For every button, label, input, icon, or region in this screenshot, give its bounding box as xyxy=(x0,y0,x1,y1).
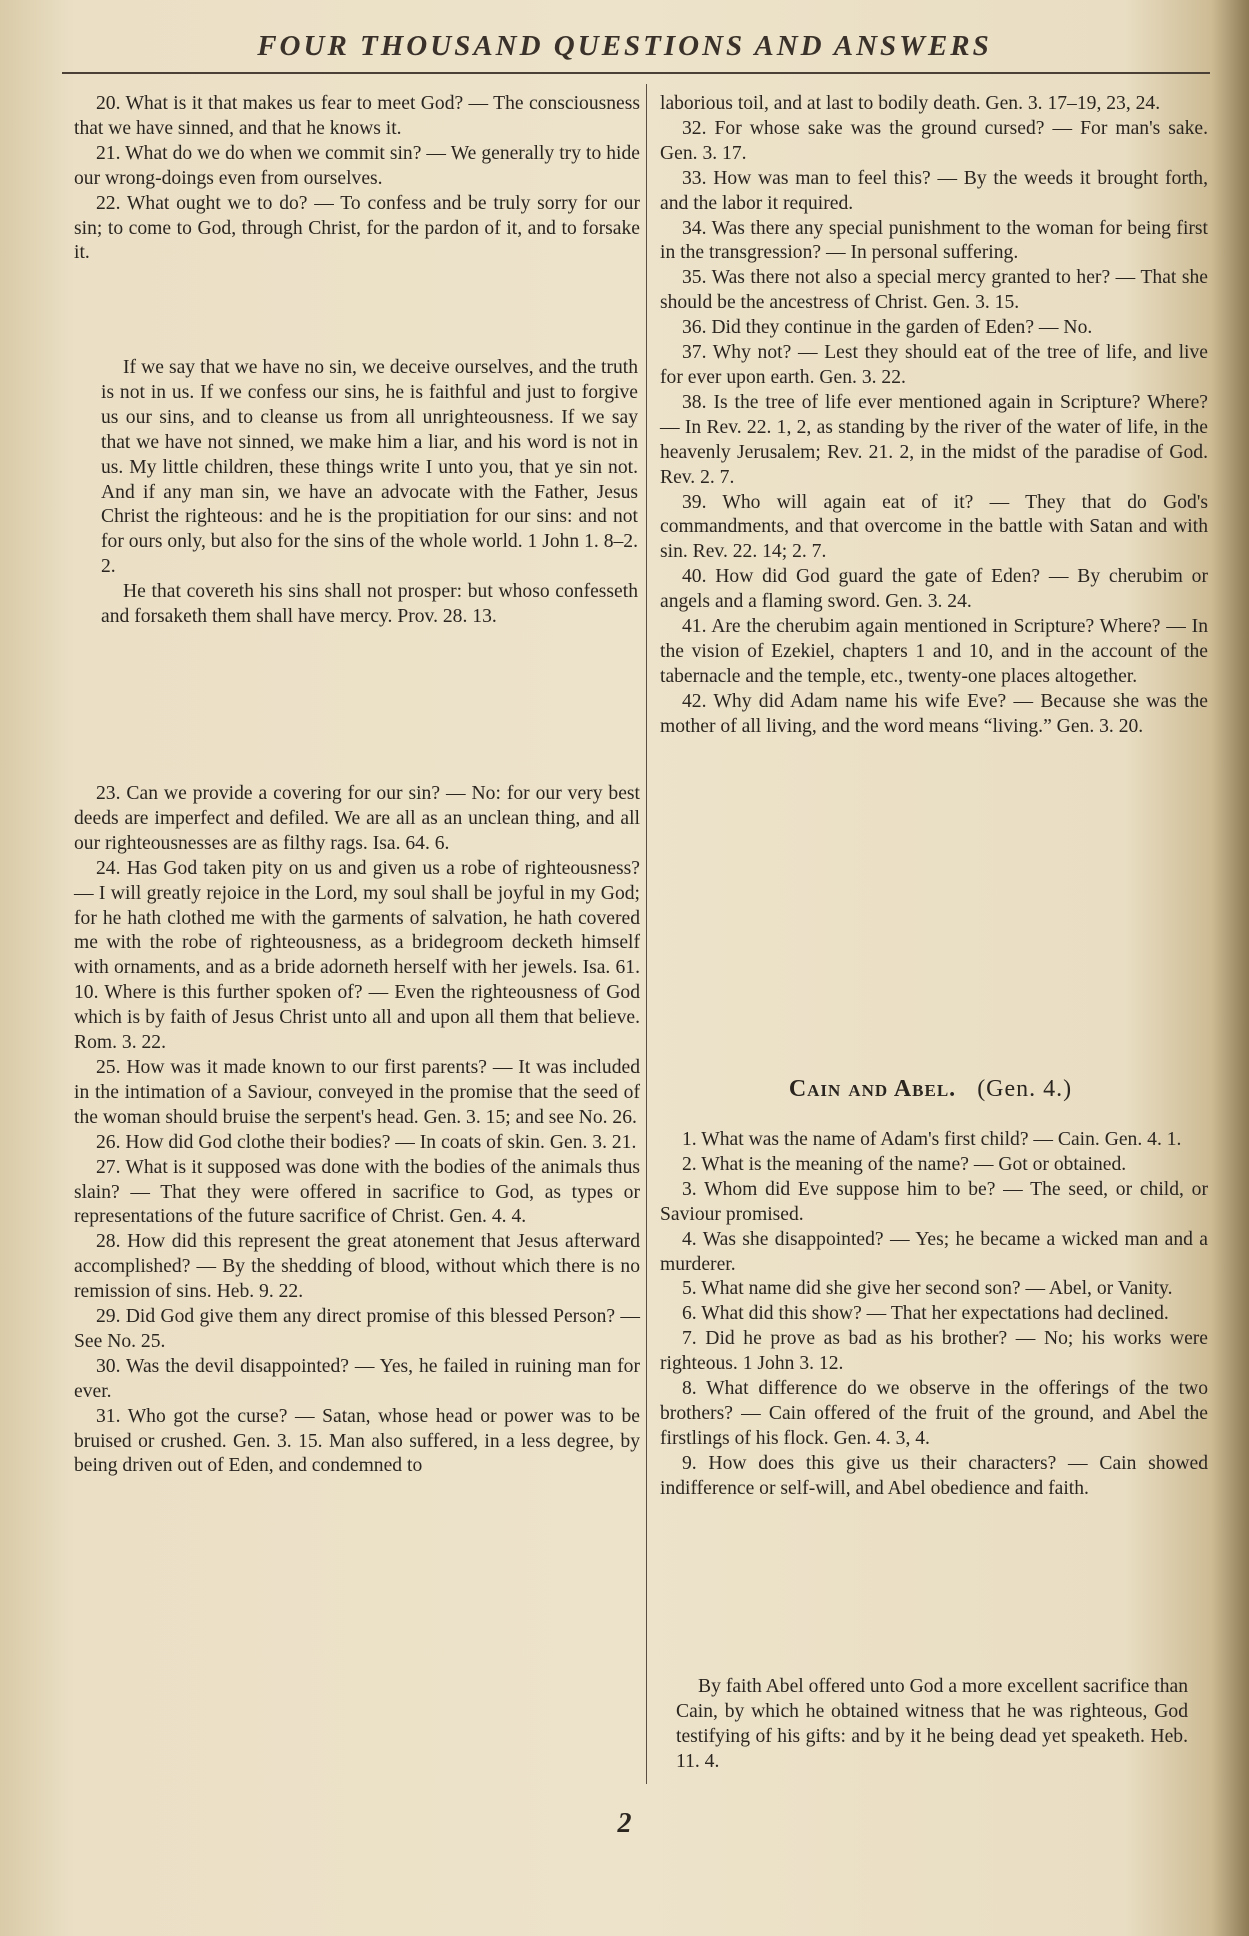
question-36: 36. Did they continue in the garden of Eden? — No. xyxy=(682,317,1093,339)
left-scripture-quote xyxy=(101,356,638,630)
cain-abel-questions xyxy=(660,1128,1208,1502)
question-41: 41. Are the cherubim again mentioned in Scripture? Where? — In the vision of Ezekiel, chapters 1 and 10, and in the account of the tabernacle and the temple, etc., twenty-one places altogether. xyxy=(660,616,1208,687)
quote-proverbs: He that covereth his sins shall not prosper: but whoso confesseth and forsaketh them shall have mercy. Prov. 28. 13. xyxy=(101,581,638,628)
question-40: 40. How did God guard the gate of Eden? — By cherubim or angels and a flaming sword. Gen. 3. 24. xyxy=(660,566,1208,613)
question-24: 24. Has God taken pity on us and given us a robe of righteousness? — I will greatly rejoice in the Lord, my soul shall be joyful in my God; for he hath clothed me with the garments of salvation, he hath covered me with the robe of righteousness, as a bridegroom decketh himself with ornaments, and as a bride adorneth herself with her jewels. Isa. 61. 10. Where is this further spoken of? — Even the righteousness of God which is by faith of Jesus Christ unto all and upon all them that believe. Rom. 3. 22. xyxy=(74,857,640,1054)
cain-question-7: 7. Did he prove as bad as his brother? — No; his works were righteous. 1 John 3. 12. xyxy=(660,1328,1208,1375)
question-23: 23. Can we provide a covering for our sin? — No: for our very best deeds are imperfect and defiled. We are all as an unclean thing, and all our righteousnesses are as filthy rags. Isa. 64. 6. xyxy=(74,783,640,854)
section-heading xyxy=(654,1076,1207,1103)
question-22: 22. What ought we to do? — To confess and be truly sorry for our sin; to come to God, through Christ, for the pardon of it, and to forsake it. xyxy=(74,192,640,264)
question-29: 29. Did God give them any direct promise of this blessed Person? — See No. 25. xyxy=(74,1306,640,1352)
question-34: 34. Was there any special punishment to the woman for being first in the transgression? — In personal suffering. xyxy=(660,217,1208,264)
question-33: 33. How was man to feel this? — By the weeds it brought forth, and the labor it required. xyxy=(660,167,1208,214)
cain-question-6: 6. What did this show? — That her expectations had declined. xyxy=(682,1303,1169,1325)
cain-question-5: 5. What name did she give her second son? — Abel, or Vanity. xyxy=(682,1278,1173,1300)
continuation-31: laborious toil, and at last to bodily death. Gen. 3. 17–19, 23, 24. xyxy=(660,93,1161,114)
section-title: Cain and Abel. xyxy=(788,1076,957,1102)
quote-hebrews: By faith Abel offered unto God a more excellent sacrifice than Cain, by which he obtained witness that he was righteous, God testifying of his gifts: and by it he being dead yet speaketh. Heb. 11. 4. xyxy=(676,1676,1188,1772)
cain-question-1: 1. What was the name of Adam's first child? — Cain. Gen. 4. 1. xyxy=(682,1129,1182,1150)
question-31: 31. Who got the curse? — Satan, whose head or power was to be bruised or crushed. Gen. 3. 15. Man also suffered, in a less degree, by being driven out of Eden, and condemned to xyxy=(74,1405,640,1477)
column-divider xyxy=(646,84,647,1784)
question-30: 30. Was the devil disappointed? — Yes, he failed in ruining man for ever. xyxy=(74,1355,640,1402)
cain-question-8: 8. What difference do we observe in the offerings of the two brothers? — Cain offered of the fruit of the ground, and Abel the firstlings of his flock. Gen. 4. 3, 4. xyxy=(660,1378,1208,1449)
question-35: 35. Was there not also a special mercy granted to her? — That she should be the ancestress of Christ. Gen. 3. 15. xyxy=(660,267,1208,314)
question-28: 28. How did this represent the great atonement that Jesus afterward accomplished? — By the shedding of blood, without which there is no remission of sins. Heb. 9. 22. xyxy=(74,1231,640,1303)
question-39: 39. Who will again eat of it? — They that do God's commandments, and that overcome in the battle with Satan and with sin. Rev. 22. 14; 2. 7. xyxy=(660,491,1208,563)
section-reference: (Gen. 4.) xyxy=(977,1076,1073,1102)
question-32: 32. For whose sake was the ground cursed? — For man's sake. Gen. 3. 17. xyxy=(660,117,1208,164)
question-20: 20. What is it that makes us fear to meet God? — The consciousness that we have sinned, and that he knows it. xyxy=(74,93,640,139)
question-25: 25. How was it made known to our first parents? — It was included in the intimation of a Saviour, conveyed in the promise that the seed of the woman should bruise the serpent's head. Gen. 3. 15; and see No. 26. xyxy=(74,1056,640,1128)
question-38: 38. Is the tree of life ever mentioned again in Scripture? Where? — In Rev. 22. 1, 2, as standing by the river of the water of life, in the heavenly Jerusalem; Rev. 21. 2, in the midst of the paradise of God. Rev. 2. 7. xyxy=(660,391,1208,488)
running-header: FOUR THOUSAND QUESTIONS AND ANSWERS xyxy=(257,30,992,62)
question-26: 26. How did God clothe their bodies? — In coats of skin. Gen. 3. 21. xyxy=(96,1131,637,1153)
quote-1-john: If we say that we have no sin, we deceive ourselves, and the truth is not in us. If we confess our sins, he is faithful and just to forgive us our sins, and to cleanse us from all unrighteousness. If we say that we have not sinned, we make him a liar, and his word is not in us. My little children, these things write I unto you, that ye sin not. And if any man sin, we have an advocate with the Father, Jesus Christ the righteous: and he is the propitiation for our sins: and not for ours only, but also for the sins of the whole world. 1 John 1. 8–2. 2. xyxy=(101,357,638,578)
question-42: 42. Why did Adam name his wife Eve? — Because she was the mother of all living, and the word means “living.” Gen. 3. 20. xyxy=(660,690,1208,737)
cain-question-9: 9. How does this give us their characters? — Cain showed indifference or self-will, and Abel obedience and faith. xyxy=(660,1452,1208,1499)
cain-question-3: 3. Whom did Eve suppose him to be? — The seed, or child, or Saviour promised. xyxy=(660,1178,1208,1225)
question-27: 27. What is it supposed was done with the bodies of the animals thus slain? — That they were offered in sacrifice to God, as types or representations of the future sacrifice of Christ. Gen. 4. 4. xyxy=(74,1156,640,1228)
question-37: 37. Why not? — Lest they should eat of the tree of life, and live for ever upon earth. Gen. 3. 22. xyxy=(660,342,1208,388)
left-column-bottom xyxy=(74,782,640,1479)
header-rule xyxy=(62,72,1210,74)
cain-question-2: 2. What is the meaning of the name? — Got or obtained. xyxy=(682,1153,1127,1175)
question-21: 21. What do we do when we commit sin? — We generally try to hide our wrong-doings even from ourselves. xyxy=(74,142,640,189)
right-scripture-quote xyxy=(676,1675,1188,1775)
right-column-top xyxy=(660,92,1208,740)
left-column-top xyxy=(74,92,640,266)
page-number: 2 xyxy=(617,1808,632,1839)
cain-question-4: 4. Was she disappointed? — Yes; he became a wicked man and a murderer. xyxy=(660,1228,1208,1275)
